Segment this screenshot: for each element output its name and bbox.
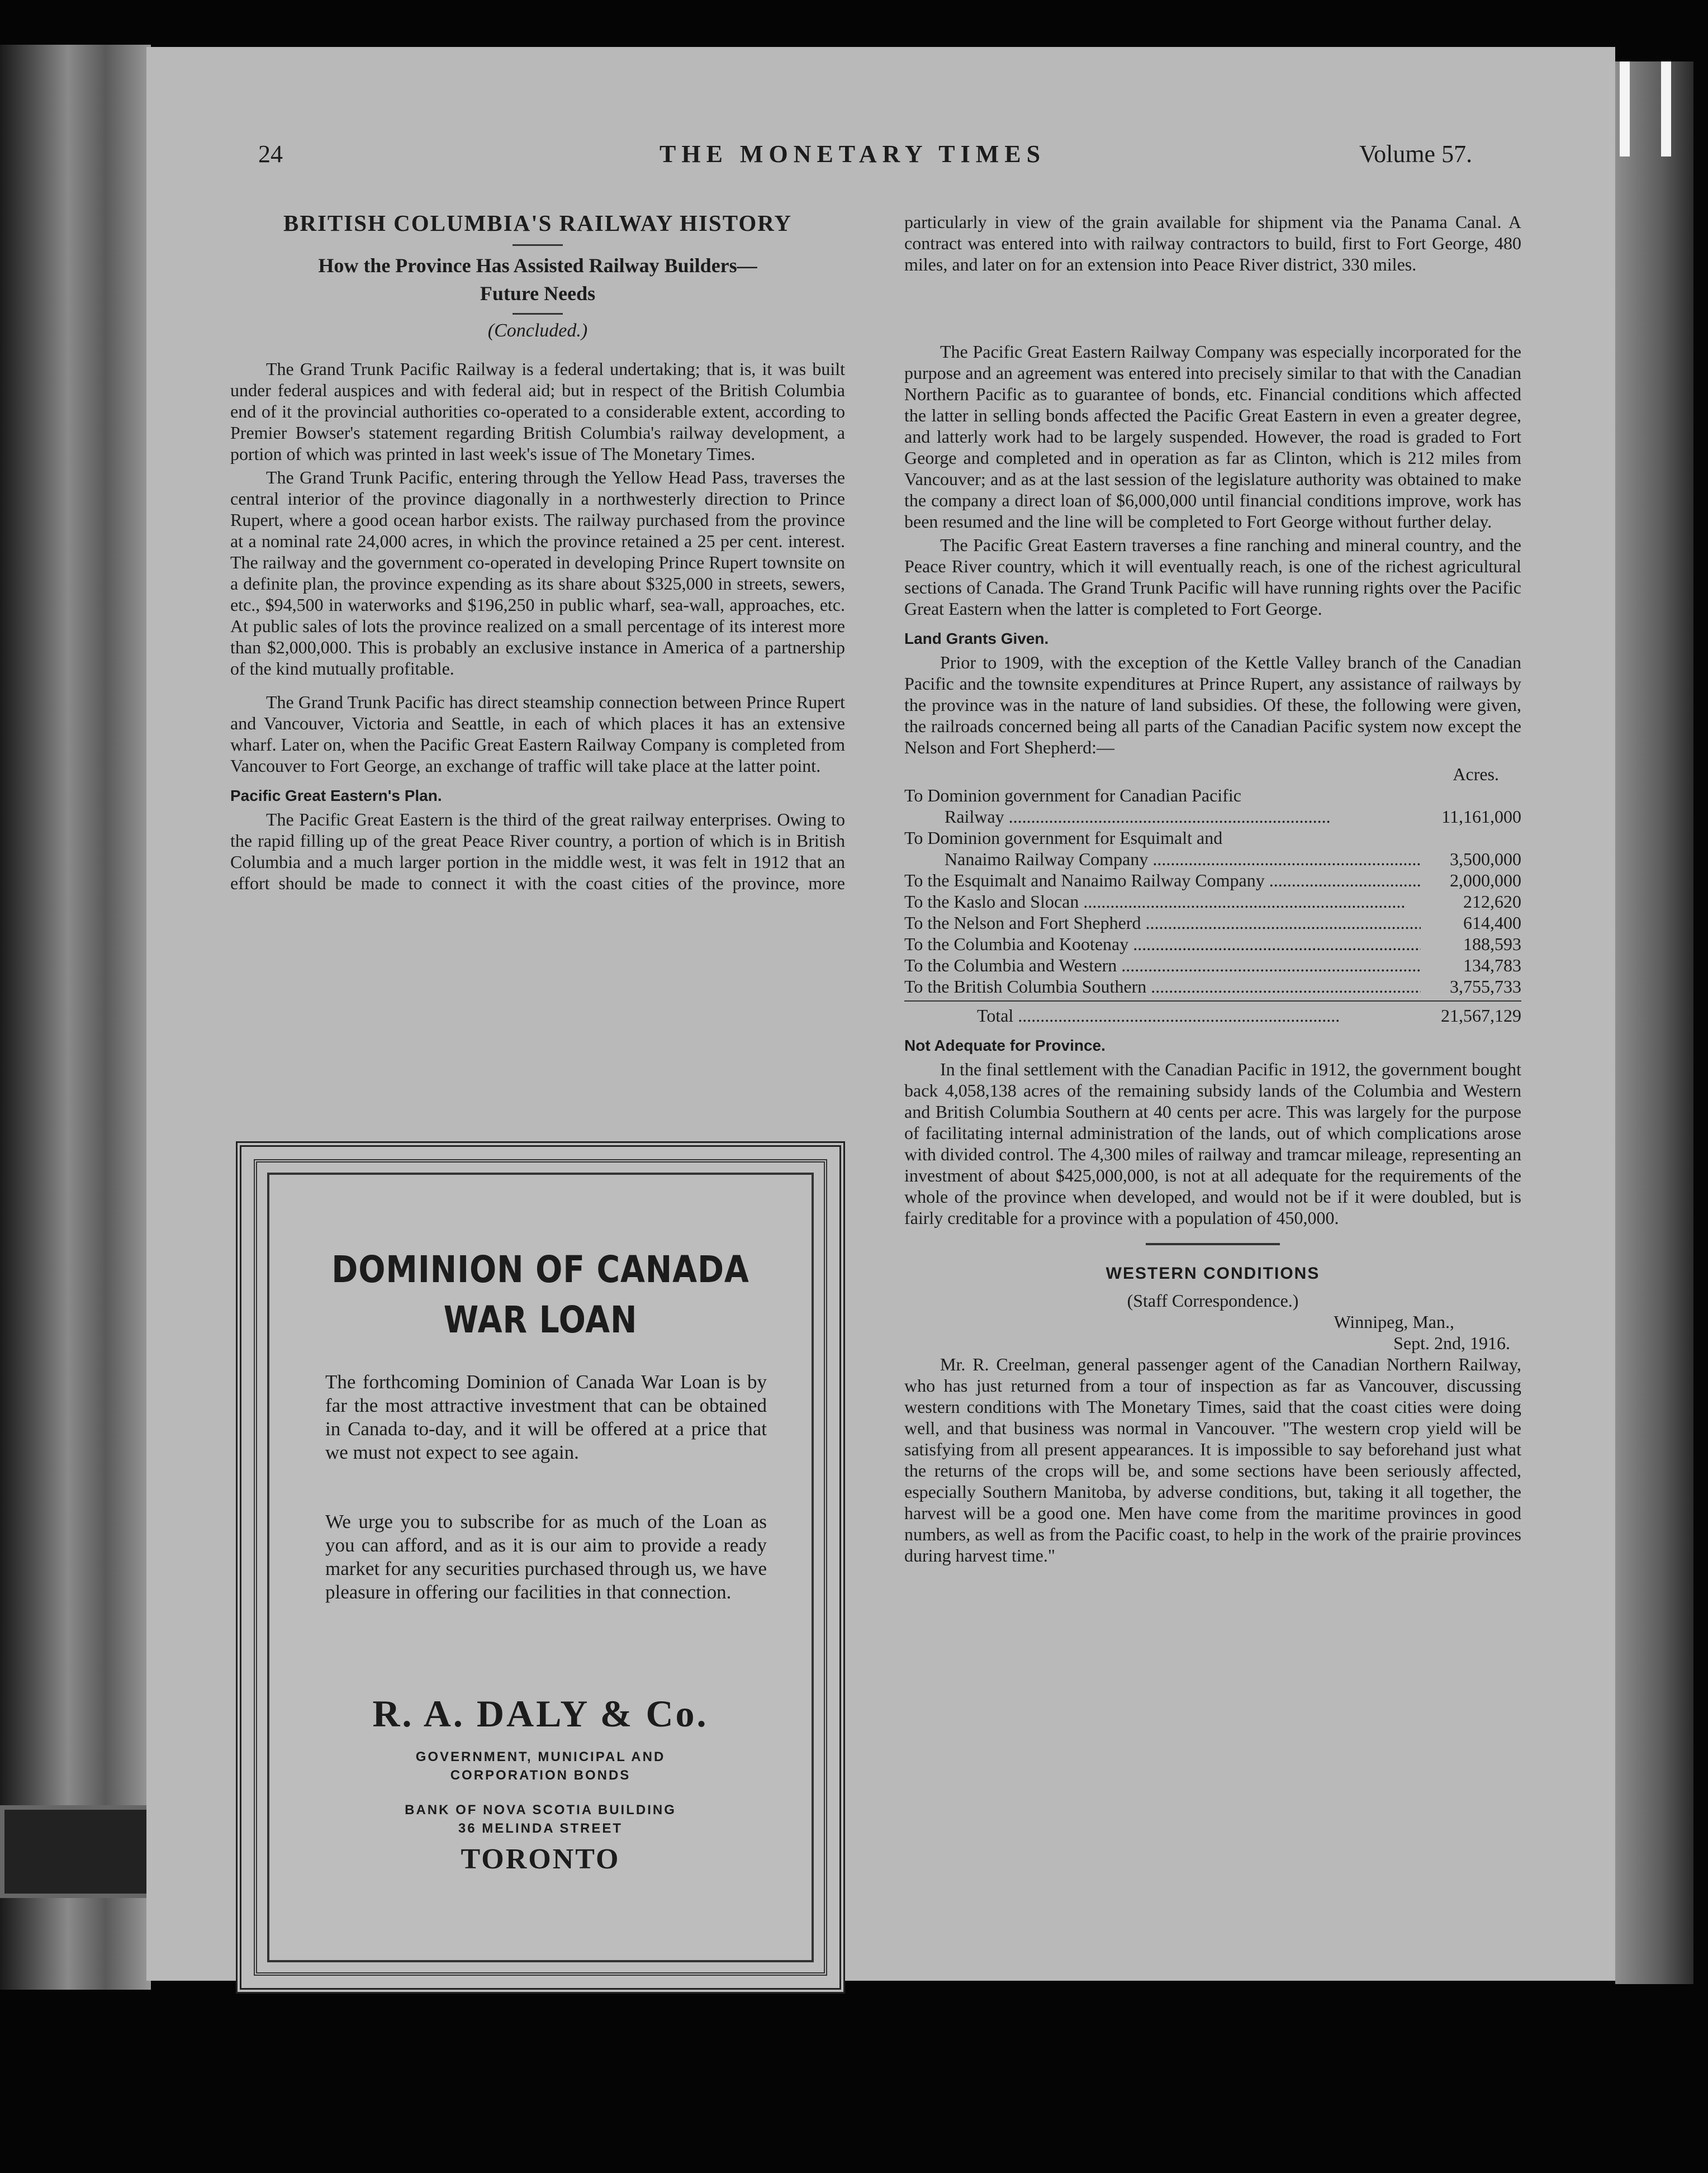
volume-label: Volume 57. xyxy=(1359,140,1473,168)
table-row: To the Esquimalt and Nanaimo Railway Company ..... 2,000,000 xyxy=(904,870,1521,891)
dateline-date: Sept. 2nd, 1916. xyxy=(1393,1333,1510,1353)
facing-page-edge xyxy=(1615,61,1693,1984)
ad-address-line1: BANK OF NOVA SCOTIA BUILDING xyxy=(405,1802,676,1818)
article-separator xyxy=(1146,1243,1280,1245)
western-conditions-title: WESTERN CONDITIONS xyxy=(1106,1264,1320,1283)
acres-column-header: Acres. xyxy=(1453,764,1499,784)
article-subtitle-line1: How the Province Has Assisted Railway Builders— xyxy=(318,254,757,277)
table-row: To the Columbia and Western ..... 134,783 xyxy=(904,955,1521,976)
paragraph: The Grand Trunk Pacific Railway is a federal undertaking; that is, it was built under federal auspices and with federal aid; but in respect of the British Columbia end of it the provincial authorities co-operated to a considerable extent, according to Premier Bowser's statement regarding British Columbia's railway development, a portion of which was printed in last week's issue of The Monetary Times. xyxy=(230,359,845,464)
table-total-row: Total ..... 21,567,129 xyxy=(904,1000,1521,1026)
table-row: To the Kaslo and Slocan ..... 212,620 xyxy=(904,891,1521,912)
table-row: To the British Columbia Southern ..... 3,755,733 xyxy=(904,976,1521,997)
article-note: (Concluded.) xyxy=(487,320,588,341)
ad-title-line2: WAR LOAN xyxy=(443,1298,638,1341)
scan-marker xyxy=(1661,61,1671,156)
table-row: To Dominion government for Esquimalt and xyxy=(904,828,1223,848)
article-title: BRITISH COLUMBIA'S RAILWAY HISTORY xyxy=(283,210,792,236)
paragraph: The Pacific Great Eastern is the third of the great railway enterprises. Owing to the rapid filling up of the great Peace River country, a portion of which is in British Columbia and a much larger portion in the middle west, it was felt in 1912 that an effort should be made to connect it with the coast cities of the province, more xyxy=(230,809,845,893)
land-grants-table xyxy=(904,763,1521,1026)
paragraph: The Pacific Great Eastern traverses a fine ranching and mineral country, and the Peace River country, which it will eventually reach, is one of the richest agricultural sections of Canada. The Grand Trunk Pacific will have running rights over the Pacific Great Eastern when the latter is completed to Fort George. xyxy=(904,535,1521,619)
table-row: To Dominion government for Canadian Pacific xyxy=(904,785,1241,805)
right-column xyxy=(904,211,1521,1566)
paragraph: Mr. R. Creelman, general passenger agent of the Canadian Northern Railway, who has just returned from a tour of inspection as far as Vancouver, discussing western conditions with The Monetary Times, said that the coast cities were doing well, and that business was normal in Vancouver. "The western crop yield will be satisfying from all present appearances. It is impossible to say beforehand just what the returns of the crops will be, and some sections have been seriously affected, especially Southern Manitoba, by adverse conditions, but, taking it all together, the harvest will be a good one. Men have come from the maritime provinces in good numbers, as well as from the Pacific coast, to help in the work of the prairie provinces during harvest time." xyxy=(904,1354,1521,1565)
table-row: Railway ..... 11,161,000 xyxy=(904,806,1521,827)
section-heading-land-grants: Land Grants Given. xyxy=(904,630,1049,647)
left-column xyxy=(230,210,845,894)
ad-city: TORONTO xyxy=(461,1843,620,1875)
section-heading-pge: Pacific Great Eastern's Plan. xyxy=(230,787,442,804)
subtitle-rule xyxy=(513,313,563,315)
title-rule xyxy=(513,244,563,246)
war-loan-advertisement xyxy=(236,1141,845,1994)
paragraph: Prior to 1909, with the exception of the Kettle Valley branch of the Canadian Pacific and the townsite expenditures at Prince Rupert, any assistance of railways by the province was in the nature of land subsidies. Of these, the following were given, the railroads concerned being all parts of the Canadian Pacific system now except the Nelson and Fort Shepherd:— xyxy=(904,652,1521,757)
byline: (Staff Correspondence.) xyxy=(1127,1290,1299,1311)
table-row: To the Nelson and Fort Shepherd ..... 614,400 xyxy=(904,912,1521,933)
ad-description-line1: GOVERNMENT, MUNICIPAL AND xyxy=(415,1749,666,1764)
paragraph: The Grand Trunk Pacific, entering through the Yellow Head Pass, traverses the central interior of the province diagonally in a northwesterly direction to Prince Rupert, where a good ocean harbor exists. The railway purchased from the province at a nominal rate 24,000 acres, in which the province retained a 25 per cent. interest. The railway and the government co-operated in developing Prince Rupert townsite on a definite plan, the province expending as its share about $325,000 in streets, sewers, etc., $94,500 in waterworks and $196,250 in public wharf, sea-wall, approaches, etc. At public sales of lots the province realized on a small percentage of its interest more than $2,000,000. This is probably an exclusive instance in America of a partnership of the kind mutually profitable. xyxy=(230,467,845,679)
article-subtitle-line2: Future Needs xyxy=(480,282,596,305)
ad-title-line1: DOMINION OF CANADA xyxy=(331,1248,749,1291)
table-row: To the Columbia and Kootenay ..... 188,593 xyxy=(904,933,1521,955)
paragraph: The Grand Trunk Pacific has direct steamship connection between Prince Rupert and Vancouver, Victoria and Seattle, in each of which places it has an extensive wharf. Later on, when the Pacific Great Eastern Railway Company is completed from Vancouver to Fort George, an exchange of traffic will take place at the latter point. xyxy=(230,692,845,776)
book-spine-edge xyxy=(0,45,151,1990)
section-heading-not-adequate: Not Adequate for Province. xyxy=(904,1037,1106,1054)
ad-description-line2: CORPORATION BONDS xyxy=(450,1768,631,1783)
paragraph: The Pacific Great Eastern Railway Company was especially incorporated for the purpose and an agreement was entered into precisely similar to that with the Canadian Northern Pacific as to guarantee of bonds, etc. Financial conditions which affected the latter in selling bonds affected the Pacific Great Eastern in even a greater degree, and latterly work had to be largely suspended. However, the road is graded to Fort George and completed and in operation as far as Clinton, which is 212 miles from Vancouver; and as at the last session of the legislature authority was obtained to make the company a direct loan of $6,000,000 until financial conditions improve, work has been resumed and the line will be completed to Fort George without further delay. xyxy=(904,341,1521,532)
ad-firm-name: R. A. DALY & Co. xyxy=(372,1692,709,1735)
paragraph-continued: particularly in view of the grain available for shipment via the Panama Canal. A contract was entered into with railway contractors to build, first to Fort George, 480 miles, and later on for an extension into Peace River district, 330 miles. xyxy=(904,212,1521,274)
masthead: THE MONETARY TIMES xyxy=(660,140,1046,168)
ad-address-line2: 36 MELINDA STREET xyxy=(458,1821,623,1836)
ad-paragraph: The forthcoming Dominion of Canada War Loan is by far the most attractive investment that can be obtained in Canada to-day, and it will be offered at a price that we must not expect to see again. xyxy=(325,1371,767,1463)
paragraph: In the final settlement with the Canadian Pacific in 1912, the government bought back 4,058,138 acres of the remaining subsidy lands of the Columbia and Western and British Columbia Southern at 40 cents per acre. This was largely for the purpose of facilitating internal administration of the lands, out of which complications arose with divided control. The 4,300 miles of railway and tramcar mileage, representing an investment of about $425,000,000, is not at all adequate for the requirements of the whole of the province when developed, and would not be if it were doubled, but is fairly creditable for a province with a population of 450,000. xyxy=(904,1059,1521,1228)
page-number: 24 xyxy=(258,140,283,168)
table-row: Nanaimo Railway Company ..... 3,500,000 xyxy=(904,848,1521,870)
scan-marker xyxy=(1620,61,1630,156)
ad-paragraph: We urge you to subscribe for as much of the Loan as you can afford, and as it is our aim to provide a ready market for any securities purchased through us, we have pleasure in offering our facilities in that connection. xyxy=(325,1511,767,1603)
dateline-place: Winnipeg, Man., xyxy=(1334,1312,1454,1332)
